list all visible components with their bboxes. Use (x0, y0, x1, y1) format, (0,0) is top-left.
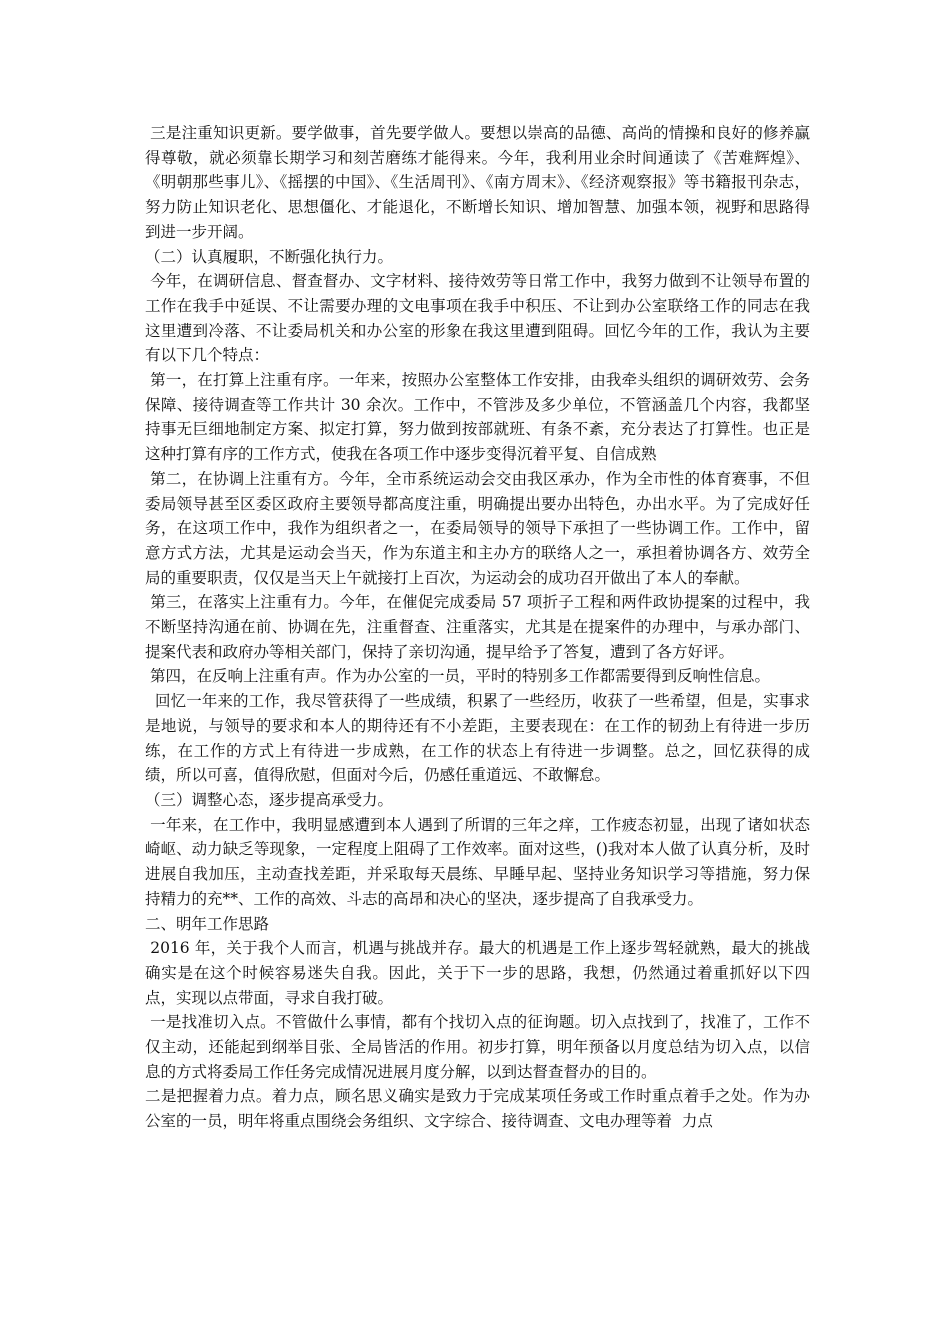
paragraph-execution-intro: 今年，在调研信息、督查督办、文字材料、接待效劳等日常工作中，我努力做到不让领导布置的工作在我手中延误、不让需要办理的文电事项在我手中积压、不让到办公室联络工作的同志在我这里遭到冷落、不让委局机关和办公室的形象在我这里遭到阻碍。回忆今年的工作，我认为主要有以下几个特点： (145, 272, 810, 365)
section-heading-mindset: （三）调整心态，逐步提高承受力。 (145, 790, 394, 809)
paragraph-point-two-coordination: 第二，在协调上注重有方。今年，全市系统运动会交由我区承办，作为全市性的体育赛事，不但委局领导甚至区委区政府主要领导都高度注重，明确提出要办出特色，办出水平。为了完成好任务，在这项工作中，我作为组织者之一，在委局领导的领导下承担了一些协调工作。工作中，留意方式方法，尤其是运动会当天，作为东道主和主办方的联络人之一，承担着协调各方、效劳全局的重要职责，仅仅是当天上午就接打上百次，为运动会的成功召开做出了本人的奉献。 (145, 469, 810, 587)
paragraph-next-year-intro: 2016 年，关于我个人而言，机遇与挑战并存。最大的机遇是工作上逐步驾轻就熟，最大的挑战确实是在这个时候容易迷失自我。因此，关于下一步的思路，我想，仍然通过着重抓好以下四点，实现以点带面，寻求自我打破。 (145, 939, 810, 1007)
paragraph-review-summary: 回忆一年来的工作，我尽管获得了一些成绩，积累了一些经历，收获了一些希望，但是，实事求是地说，与领导的要求和本人的期待还有不小差距，主要表现在：在工作的韧劲上有待进一步历练，在工作的方式上有待进一步成熟，在工作的状态上有待进一步调整。总之，回忆获得的成绩，所以可喜，值得欣慰，但面对今后，仍感任重道远、不敢懈怠。 (145, 692, 810, 785)
section-heading-execution: （二）认真履职，不断强化执行力。 (145, 247, 394, 266)
paragraph-point-four-feedback: 第四，在反响上注重有声。作为办公室的一员，平时的特别多工作都需要得到反响性信息。 (145, 667, 770, 686)
section-heading-next-year: 二、明年工作思路 (145, 914, 270, 933)
document-page (145, 121, 810, 1134)
paragraph-point-three-implementation: 第三，在落实上注重有力。今年，在催促完成委局 57 项折子工程和两件政协提案的过程中，我不断坚持沟通在前、协调在先，注重督查、注重落实，尤其是在提案件的办理中，与承办部门、提案代表和政府办等相关部门，保持了亲切沟通，提早给予了答复，遭到了各方好评。 (145, 593, 810, 661)
paragraph-knowledge-update: 三是注重知识更新。要学做事，首先要学做人。要想以崇高的品德、高尚的情操和良好的修养赢得尊敬，就必须靠长期学习和刻苦磨练才能得来。今年，我利用业余时间通读了《苦难辉煌》、《明朝那些事儿》、《摇摆的中国》、《生活周刊》、《南方周末》、《经济观察报》等书籍报刊杂志，努力防止知识老化、思想僵化、才能退化，不断增长知识、增加智慧、加强本领，视野和思路得到进一步开阔。 (145, 124, 810, 241)
paragraph-point-one-planning: 第一，在打算上注重有序。一年来，按照办公室整体工作安排，由我牵头组织的调研效劳、会务保障、接待调查等工作共计 30 余次。工作中，不管涉及多少单位，不管涵盖几个内容，我都坚持事无巨细地制定方案、拟定打算，努力做到按部就班、有条不紊，充分表达了打算性。也正是这种打算有序的工作方式，使我在各项工作中逐步变得沉着平复、自信成熟 (145, 371, 810, 464)
paragraph-entry-point: 一是找准切入点。不管做什么事情，都有个找切入点的征询题。切入点找到了，找准了，工作不仅主动，还能起到纲举目张、全局皆活的作用。初步打算，明年预备以月度总结为切入点，以信息的方式将委局工作任务完成情况进展月度分解，以到达督查督办的目的。 (145, 1013, 810, 1081)
paragraph-focus-point: 二是把握着力点。着力点，顾名思义确实是致力于完成某项任务或工作时重点着手之处。作为办公室的一员，明年将重点围绕会务组织、文字综合、接待调查、文电办理等着 力点 (145, 1087, 810, 1131)
paragraph-mindset: 一年来，在工作中，我明显感遭到本人遇到了所谓的三年之痒，工作疲态初显，出现了诸如状态崎岖、动力缺乏等现象，一定程度上阻碍了工作效率。面对这些，()我对本人做了认真分析，及时进展自我加压，主动查找差距，并采取每天晨练、早睡早起、坚持业务知识学习等措施，努力保持精力的充**、工作的高效、斗志的高昂和决心的坚决，逐步提高了自我承受力。 (145, 815, 810, 908)
